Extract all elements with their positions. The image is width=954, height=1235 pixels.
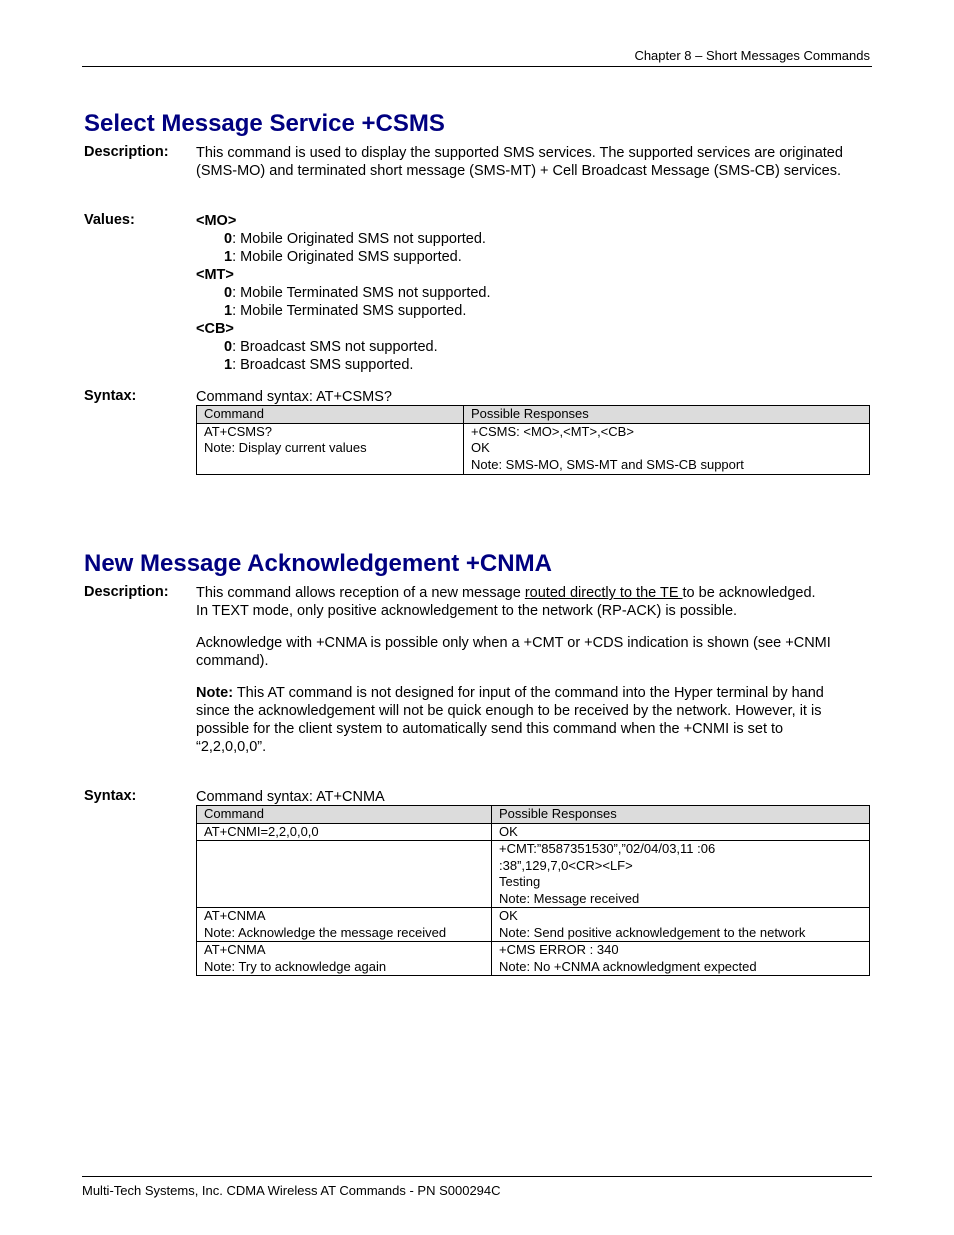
csms-description: This command is used to display the supported SMS services. The supported services are originated (SMS-MO) and terminated short message (SMS-MT) + Cell Broadcast Message (SMS-CB) services.: [196, 145, 843, 179]
mt-value-0: 0: Mobile Terminated SMS not supported.: [224, 285, 491, 301]
col-responses: Possible Responses: [464, 406, 870, 424]
cnma-title: New Message Acknowledgement +CNMA: [84, 550, 552, 577]
csms-values-label: Values:: [84, 212, 135, 228]
csms-title: Select Message Service +CSMS: [84, 110, 445, 137]
cb-tag: <CB>: [196, 321, 234, 337]
csms-table: [196, 405, 870, 475]
cnma-description: This command allows reception of a new message routed directly to the TE to be acknowledged. In TEXT mode, only positive acknowledgement to the network (RP-ACK) is possible. Acknowledge with +CNMA is possible only when a +CMT or +CDS indication is shown (see +CNMI command). Note: This AT command is not designed for input of the command into the Hyper terminal by hand since the acknowledgement will not be quick enough to be received by the network. However, it is possible for the client system to automatically send this command when the +CNMI is set to “2,2,0,0,0”.: [196, 584, 846, 756]
csms-syntax-label: Syntax:: [84, 388, 137, 404]
csms-description-label: Description:: [84, 144, 169, 160]
table-header-row: [197, 806, 870, 824]
table-row: [197, 908, 870, 942]
response-cell: +CMT:”8587351530”,”02/04/03,11 :06 :38”,129,7,0<CR><LF> Testing Note: Message received: [492, 841, 870, 908]
routed-link: routed directly to the TE: [524, 585, 683, 601]
response-cell: OK: [492, 823, 870, 841]
page-header: [82, 48, 872, 67]
mo-value-0: 0: Mobile Originated SMS not supported.: [224, 231, 486, 247]
cnma-syntax: Command syntax: AT+CNMA: [196, 789, 385, 805]
csms-values: [196, 212, 846, 374]
col-responses: Possible Responses: [492, 806, 870, 824]
cb-value-1: 1: Broadcast SMS supported.: [224, 357, 414, 373]
table-header-row: [197, 406, 870, 424]
mo-value-1: 1: Mobile Originated SMS supported.: [224, 249, 462, 265]
page-footer: [82, 1176, 872, 1198]
response-cell: +CSMS: <MO>,<MT>,<CB> OK Note: SMS-MO, SMS-MT and SMS-CB support: [464, 423, 870, 474]
table-row: [197, 942, 870, 976]
response-cell: +CMS ERROR : 340 Note: No +CNMA acknowledgment expected: [492, 942, 870, 976]
command-cell: [197, 841, 492, 908]
chapter-title: Chapter 8 – Short Messages Commands: [634, 48, 870, 63]
response-cell: OK Note: Send positive acknowledgement to the network: [492, 908, 870, 942]
table-row: [197, 841, 870, 908]
cnma-table: [196, 805, 870, 976]
table-row: [197, 423, 870, 474]
command-cell: AT+CNMA Note: Acknowledge the message received: [197, 908, 492, 942]
command-cell: AT+CNMI=2,2,0,0,0: [197, 823, 492, 841]
mt-tag: <MT>: [196, 267, 234, 283]
cnma-note: Note: This AT command is not designed for input of the command into the Hyper terminal by hand since the acknowledgement will not be quick enough to be received by the network. However, it is possible for the client system to automatically send this command when the +CNMI is set to “2,2,0,0,0”.: [196, 685, 824, 755]
mt-value-1: 1: Mobile Terminated SMS supported.: [224, 303, 467, 319]
cnma-description-label: Description:: [84, 584, 169, 600]
csms-syntax: Command syntax: AT+CSMS?: [196, 389, 392, 405]
table-row: [197, 823, 870, 841]
col-command: Command: [197, 406, 464, 424]
command-cell: AT+CNMA Note: Try to acknowledge again: [197, 942, 492, 976]
mo-tag: <MO>: [196, 213, 237, 229]
footer-text: Multi-Tech Systems, Inc. CDMA Wireless AT Commands - PN S000294C: [82, 1183, 501, 1198]
cnma-syntax-label: Syntax:: [84, 788, 137, 804]
cnma-paragraph-2: Acknowledge with +CNMA is possible only when a +CMT or +CDS indication is shown (see +CNMI command).: [196, 635, 831, 669]
cb-value-0: 0: Broadcast SMS not supported.: [224, 339, 438, 355]
command-cell: AT+CSMS? Note: Display current values: [197, 423, 464, 474]
col-command: Command: [197, 806, 492, 824]
